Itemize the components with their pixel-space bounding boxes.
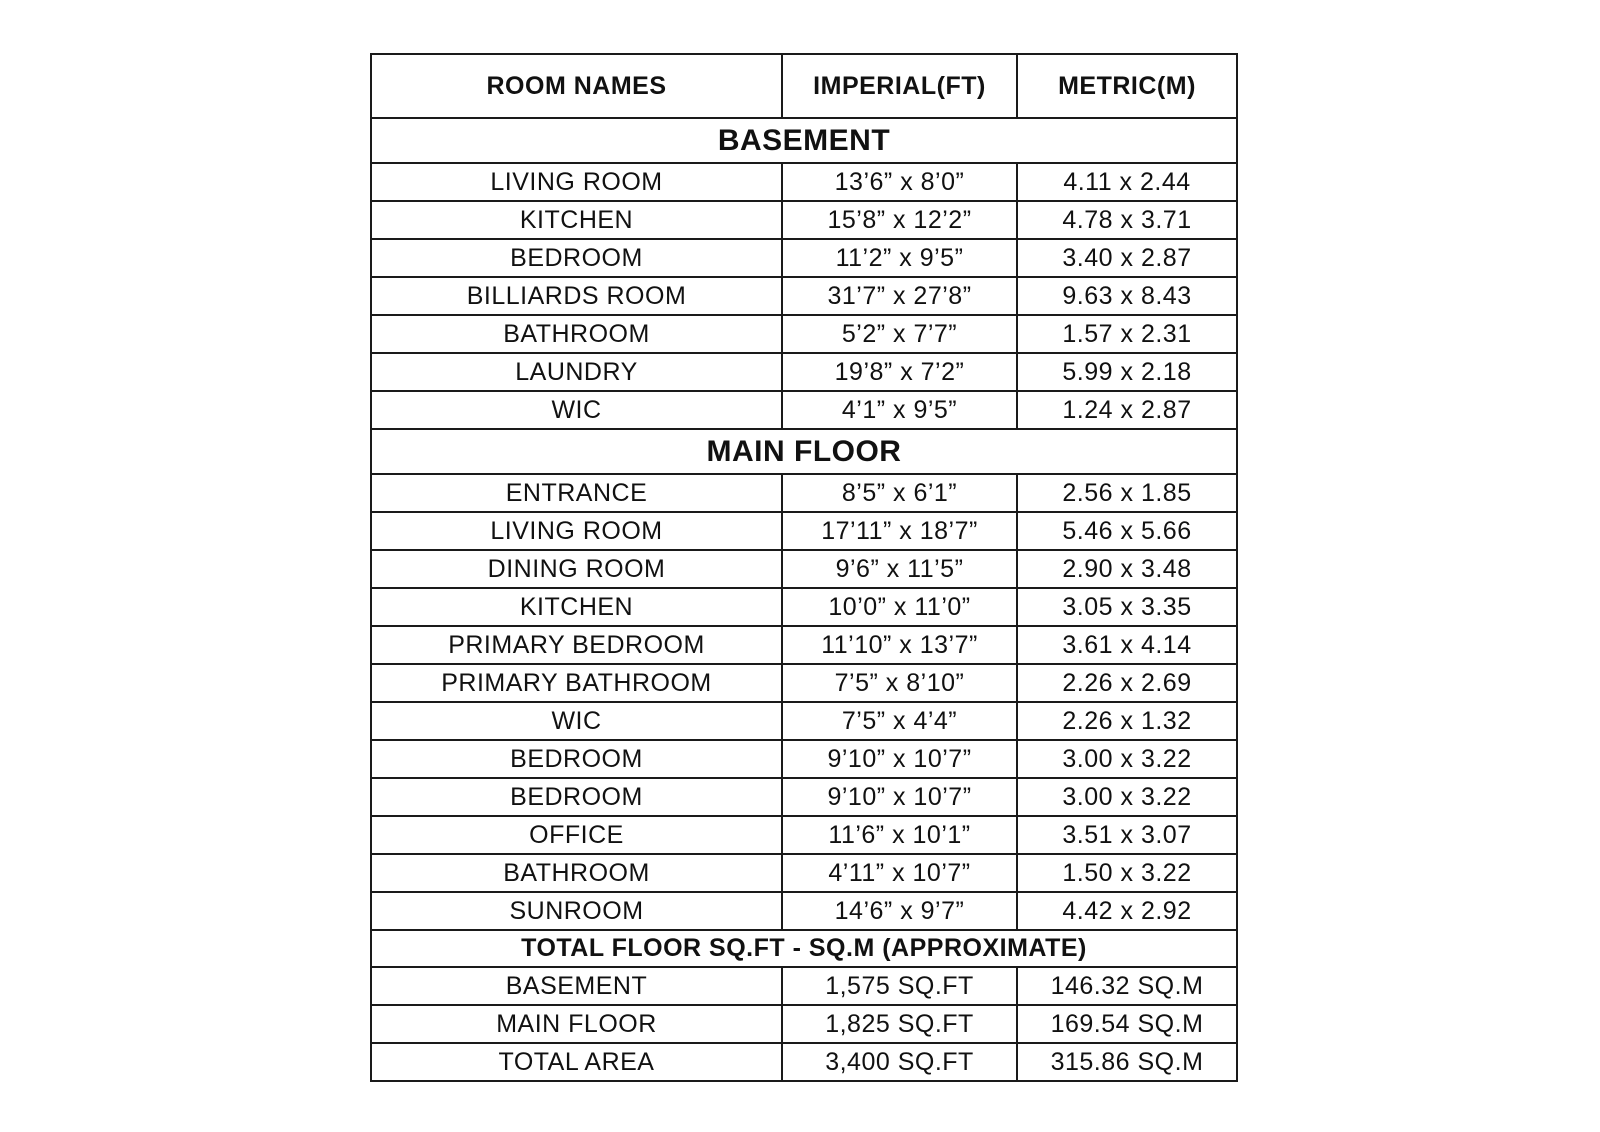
room-name-cell: KITCHEN [371,588,782,626]
table-row [371,967,1237,1005]
metric-cell: 4.11 x 2.44 [1017,163,1237,201]
room-name-cell: BEDROOM [371,778,782,816]
metric-cell: 4.78 x 3.71 [1017,201,1237,239]
imperial-cell: 1,825 SQ.FT [782,1005,1017,1043]
metric-cell: 3.40 x 2.87 [1017,239,1237,277]
table-row [371,163,1237,201]
table-row [371,664,1237,702]
table-row [371,201,1237,239]
imperial-cell: 9’6” x 11’5” [782,550,1017,588]
header-imperial: IMPERIAL(FT) [782,54,1017,118]
imperial-cell: 19’8” x 7’2” [782,353,1017,391]
table-row [371,626,1237,664]
imperial-cell: 10’0” x 11’0” [782,588,1017,626]
table-body [371,118,1237,1081]
imperial-cell: 31’7” x 27’8” [782,277,1017,315]
metric-cell: 3.00 x 3.22 [1017,778,1237,816]
imperial-cell: 8’5” x 6’1” [782,474,1017,512]
table-row [371,239,1237,277]
table-row [371,740,1237,778]
imperial-cell: 9’10” x 10’7” [782,778,1017,816]
metric-cell: 1.57 x 2.31 [1017,315,1237,353]
metric-cell: 315.86 SQ.M [1017,1043,1237,1081]
imperial-cell: 11’2” x 9’5” [782,239,1017,277]
imperial-cell: 7’5” x 4’4” [782,702,1017,740]
table-row [371,854,1237,892]
table-row [371,892,1237,930]
room-name-cell: MAIN FLOOR [371,1005,782,1043]
metric-cell: 9.63 x 8.43 [1017,277,1237,315]
metric-cell: 2.56 x 1.85 [1017,474,1237,512]
imperial-cell: 14’6” x 9’7” [782,892,1017,930]
metric-cell: 2.90 x 3.48 [1017,550,1237,588]
room-name-cell: WIC [371,702,782,740]
section-title: TOTAL FLOOR SQ.FT - SQ.M (APPROXIMATE) [371,930,1237,967]
metric-cell: 146.32 SQ.M [1017,967,1237,1005]
section-row-totals [371,930,1237,967]
room-name-cell: ENTRANCE [371,474,782,512]
imperial-cell: 13’6” x 8’0” [782,163,1017,201]
room-name-cell: LIVING ROOM [371,163,782,201]
header-metric: METRIC(M) [1017,54,1237,118]
room-name-cell: SUNROOM [371,892,782,930]
room-name-cell: BEDROOM [371,740,782,778]
header-row [371,54,1237,118]
room-name-cell: LIVING ROOM [371,512,782,550]
section-title: BASEMENT [371,118,1237,163]
metric-cell: 2.26 x 2.69 [1017,664,1237,702]
room-dimensions-table [370,53,1238,1082]
metric-cell: 3.51 x 3.07 [1017,816,1237,854]
table-row [371,277,1237,315]
room-name-cell: OFFICE [371,816,782,854]
room-name-cell: PRIMARY BEDROOM [371,626,782,664]
section-row-basement [371,118,1237,163]
room-name-cell: DINING ROOM [371,550,782,588]
room-name-cell: BATHROOM [371,315,782,353]
table-row [371,1043,1237,1081]
header-room-names: ROOM NAMES [371,54,782,118]
imperial-cell: 1,575 SQ.FT [782,967,1017,1005]
imperial-cell: 3,400 SQ.FT [782,1043,1017,1081]
metric-cell: 5.99 x 2.18 [1017,353,1237,391]
metric-cell: 5.46 x 5.66 [1017,512,1237,550]
metric-cell: 1.50 x 3.22 [1017,854,1237,892]
room-name-cell: TOTAL AREA [371,1043,782,1081]
room-name-cell: KITCHEN [371,201,782,239]
table-row [371,474,1237,512]
room-name-cell: BATHROOM [371,854,782,892]
table-row [371,550,1237,588]
imperial-cell: 15’8” x 12’2” [782,201,1017,239]
imperial-cell: 4’1” x 9’5” [782,391,1017,429]
table-row [371,315,1237,353]
table-row [371,816,1237,854]
room-name-cell: BASEMENT [371,967,782,1005]
metric-cell: 2.26 x 1.32 [1017,702,1237,740]
imperial-cell: 5’2” x 7’7” [782,315,1017,353]
metric-cell: 3.00 x 3.22 [1017,740,1237,778]
room-name-cell: LAUNDRY [371,353,782,391]
table-row [371,588,1237,626]
room-name-cell: PRIMARY BATHROOM [371,664,782,702]
imperial-cell: 9’10” x 10’7” [782,740,1017,778]
imperial-cell: 7’5” x 8’10” [782,664,1017,702]
metric-cell: 169.54 SQ.M [1017,1005,1237,1043]
section-title: MAIN FLOOR [371,429,1237,474]
room-name-cell: WIC [371,391,782,429]
imperial-cell: 17’11” x 18’7” [782,512,1017,550]
table-row [371,702,1237,740]
imperial-cell: 11’10” x 13’7” [782,626,1017,664]
table-row [371,778,1237,816]
section-row-main-floor [371,429,1237,474]
table-row [371,512,1237,550]
table-row [371,391,1237,429]
room-name-cell: BEDROOM [371,239,782,277]
metric-cell: 3.05 x 3.35 [1017,588,1237,626]
table-row [371,1005,1237,1043]
metric-cell: 4.42 x 2.92 [1017,892,1237,930]
imperial-cell: 11’6” x 10’1” [782,816,1017,854]
table-row [371,353,1237,391]
metric-cell: 3.61 x 4.14 [1017,626,1237,664]
metric-cell: 1.24 x 2.87 [1017,391,1237,429]
imperial-cell: 4’11” x 10’7” [782,854,1017,892]
room-name-cell: BILLIARDS ROOM [371,277,782,315]
